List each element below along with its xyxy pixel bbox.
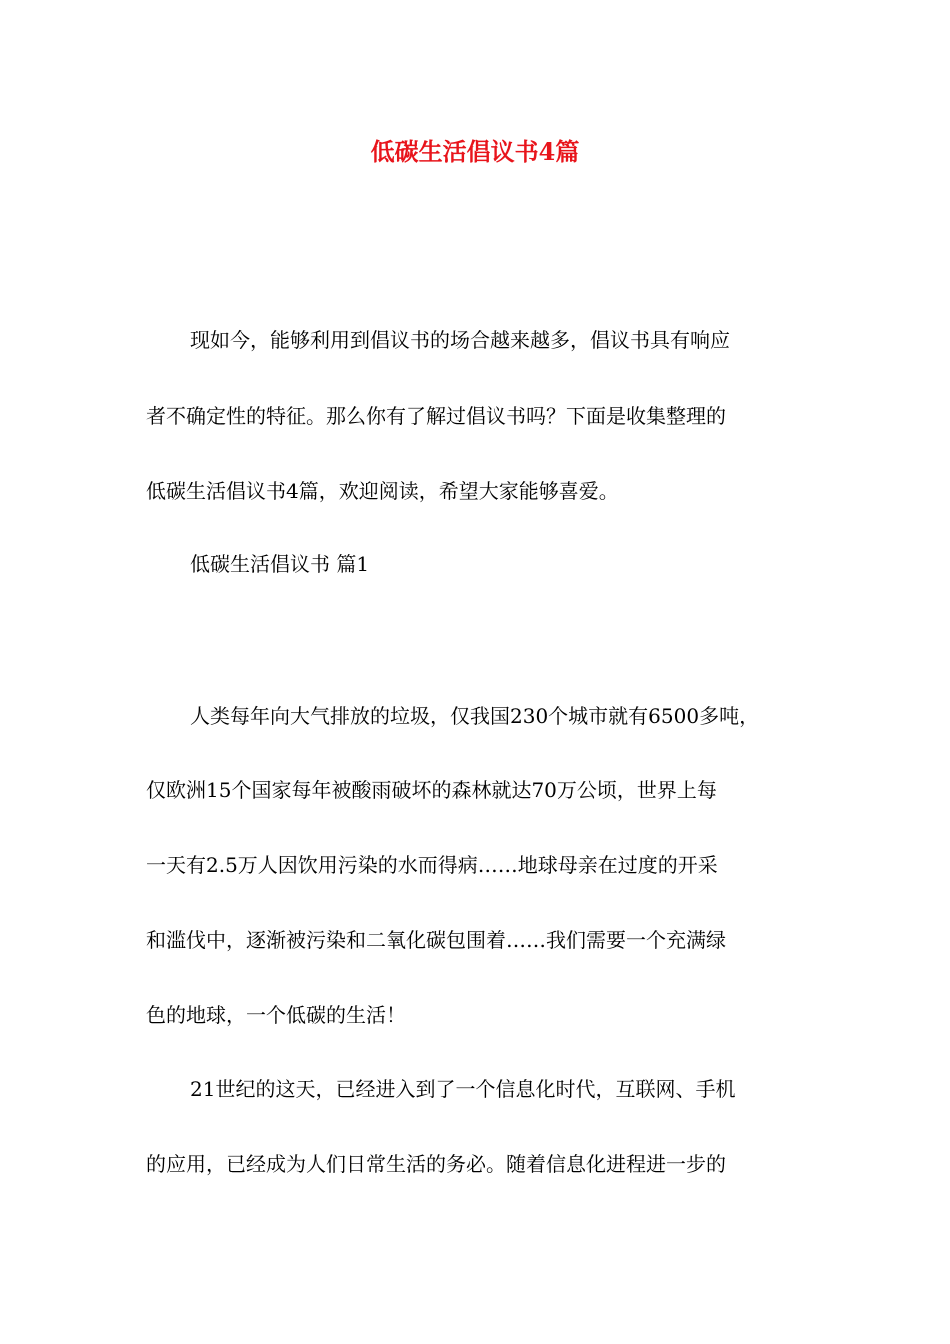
paragraph-line: 仅欧洲15个国家每年被酸雨破坏的森林就达70万公顷，世界上每 xyxy=(146,778,717,802)
paragraph-line: 低碳生活倡议书4篇，欢迎阅读，希望大家能够喜爱。 xyxy=(146,479,619,503)
paragraph-line: 现如今，能够利用到倡议书的场合越来越多，倡议书具有响应 xyxy=(190,328,730,352)
document-title: 低碳生活倡议书4篇 xyxy=(370,137,580,166)
section-heading: 低碳生活倡议书 篇1 xyxy=(190,552,370,576)
paragraph-line: 一天有2.5万人因饮用污染的水而得病……地球母亲在过度的开采 xyxy=(146,853,718,877)
paragraph-line: 的应用，已经成为人们日常生活的务必。随着信息化进程进一步的 xyxy=(146,1152,726,1176)
paragraph-line: 和滥伐中，逐渐被污染和二氧化碳包围着……我们需要一个充满绿 xyxy=(146,928,726,952)
paragraph-line: 人类每年向大气排放的垃圾，仅我国230个城市就有6500多吨， xyxy=(190,704,760,728)
paragraph-line: 21世纪的这天，已经进入到了一个信息化时代，互联网、手机 xyxy=(190,1077,736,1101)
paragraph-line: 色的地球，一个低碳的生活！ xyxy=(146,1003,406,1027)
paragraph-line: 者不确定性的特征。那么你有了解过倡议书吗？下面是收集整理的 xyxy=(146,404,726,428)
